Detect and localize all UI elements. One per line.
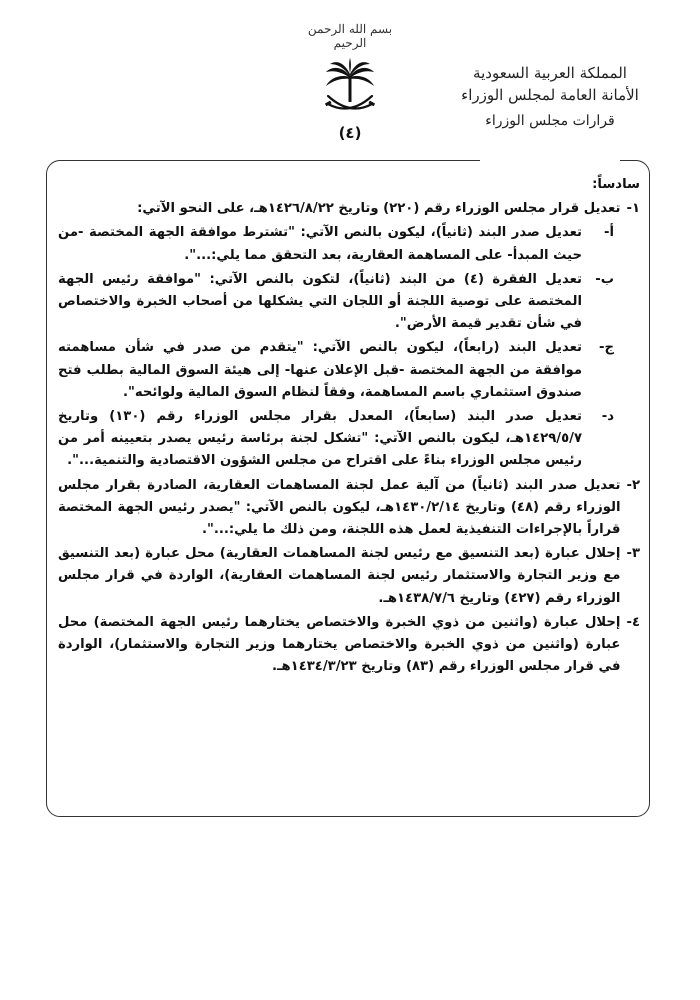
item-number: ١- bbox=[626, 201, 640, 217]
page-number: (٤) bbox=[338, 124, 362, 142]
sub-list-item bbox=[58, 337, 640, 404]
item-number: ٣- bbox=[626, 546, 640, 562]
list-item bbox=[58, 612, 640, 679]
sub-item-text: تعديل البند (رابعاً)، ليكون بالنص الآتي: "يتقدم من صدر في شأن مساهمته موافقة من الجهة المختصة -قبل الإعلان عنها- إلى هيئة السوق المالية بطلب فتح صندوق استثماري باسم المساهمة، وفقاً لنظام السوق المالية ولوائحه". bbox=[58, 340, 582, 400]
item-text: تعديل قرار مجلس الوزراء رقم (٢٢٠) وتاريخ ١٤٢٦/٨/٢٢هـ، على النحو الآتي: bbox=[137, 201, 621, 217]
sub-item-letter: أ- bbox=[604, 225, 614, 241]
letterhead-kingdom: المملكة العربية السعودية bbox=[473, 64, 627, 82]
sub-item-text: تعديل صدر البند (سابعاً)، المعدل بقرار مجلس الوزراء رقم (١٣٠) وتاريخ ١٤٢٩/٥/٧هـ، ليكون بالنص الآتي: "تشكل لجنة برئاسة رئيس يصدر بتعيينه أمر من رئيس مجلس الوزراء بناءً على اقتراح من مجلس الشؤون الاقتصادية والتنمية...". bbox=[58, 409, 582, 469]
item-number: ٢- bbox=[626, 477, 640, 493]
item-number: ٤- bbox=[626, 614, 640, 630]
letterhead-secretariat: الأمانة العامة لمجلس الوزراء bbox=[461, 86, 639, 104]
sub-list-item bbox=[58, 269, 640, 336]
letterhead-council-decisions: قرارات مجلس الوزراء bbox=[485, 113, 615, 129]
list-item bbox=[58, 475, 640, 542]
sub-item-letter: د- bbox=[601, 409, 614, 425]
section-heading: سادساً: bbox=[592, 177, 640, 192]
item-text: إحلال عبارة (بعد التنسيق مع رئيس لجنة المساهمات العقارية) محل عبارة (بعد التنسيق مع وزير التجارة والاستثمار رئيس لجنة المساهمات العقارية)، الواردة في قرار مجلس الوزراء رقم (٤٢٧) وتاريخ ١٤٣٨/٧/٦هـ. bbox=[58, 546, 621, 606]
frame-gap bbox=[480, 152, 620, 168]
list-item bbox=[58, 543, 640, 610]
sub-list-item bbox=[58, 406, 640, 473]
item-text: إحلال عبارة (واثنين من ذوي الخبرة والاختصاص يختارهما رئيس الجهة المختصة) محل عبارة (واثنين من ذوي الخبرة والاختصاص يختارهما وزير التجارة والاستثمار)، الواردة في قرار مجلس الوزراء رقم (٨٣) وتاريخ ١٤٣٤/٣/٢٣هـ. bbox=[58, 614, 621, 675]
sub-item-text: تعديل صدر البند (ثانياً)، ليكون بالنص الآتي: "تشترط موافقة الجهة المختصة -من حيث المبدأ- على المساهمة العقارية، بعد التحقق مما يلي:...". bbox=[58, 225, 582, 263]
sub-item-letter: ج- bbox=[599, 340, 614, 356]
letterhead bbox=[460, 62, 640, 132]
decision-text bbox=[58, 174, 640, 680]
sub-item-text: تعديل الفقرة (٤) من البند (ثانياً)، لتكون بالنص الآتي: "موافقة رئيس الجهة المختصة على توصية اللجنة أو اللجان التي يشكلها من أصحاب الخبرة والاختصاص في شأن تقدير قيمة الأرض". bbox=[58, 271, 582, 332]
item-text: تعديل صدر البند (ثانياً) من آلية عمل لجنة المساهمات العقارية، الصادرة بقرار مجلس الوزراء رقم (٤٨) وتاريخ ١٤٣٠/٢/١٤هـ، ليكون بالنص الآتي: "يصدر رئيس الجهة المختصة قراراً بالإجراءات التنفيذية لعمل هذه اللجنة، ومن ذلك ما يلي:...". bbox=[58, 477, 621, 538]
sub-item-letter: ب- bbox=[595, 271, 614, 287]
list-item bbox=[58, 198, 640, 220]
basmala: بسم الله الرحمن الرحيم bbox=[307, 22, 393, 50]
sub-list-item bbox=[58, 222, 640, 266]
